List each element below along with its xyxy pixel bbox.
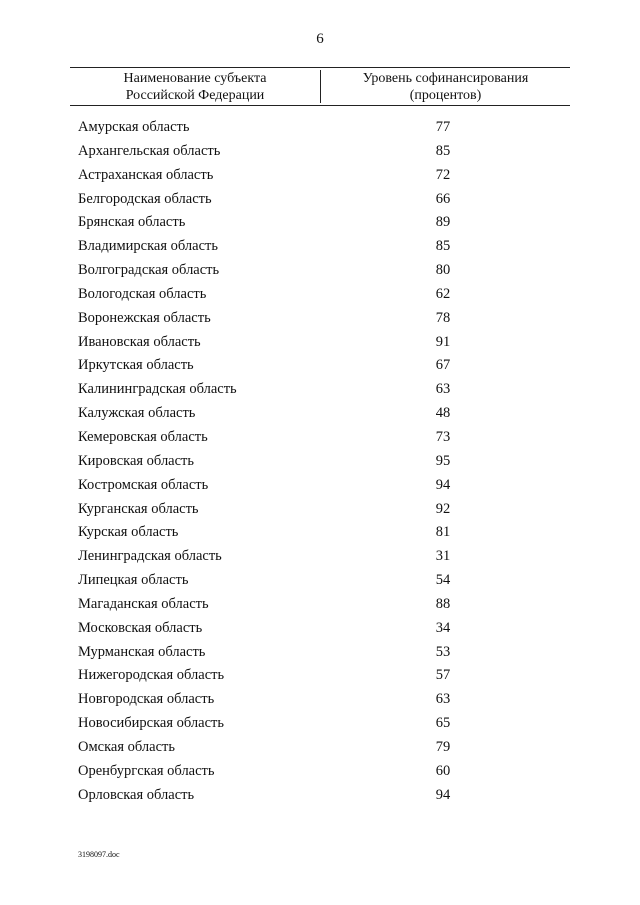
cofinancing-level: 91 — [435, 333, 451, 350]
region-name: Новгородская область — [78, 691, 215, 708]
region-name: Волгоградская область — [78, 262, 220, 279]
table-row — [78, 641, 498, 665]
cofinancing-level: 89 — [435, 214, 451, 231]
cofinancing-level: 62 — [435, 285, 451, 302]
cofinancing-level: 34 — [435, 619, 451, 636]
cofinancing-level: 92 — [435, 500, 451, 517]
table-row — [78, 283, 498, 307]
table-row — [78, 617, 498, 641]
table-row — [78, 354, 498, 378]
table-row — [78, 188, 498, 212]
table-row — [78, 331, 498, 355]
cofinancing-level: 67 — [435, 357, 451, 374]
region-name: Брянская область — [78, 214, 186, 231]
table-row — [78, 688, 498, 712]
cofinancing-level: 72 — [435, 166, 451, 183]
table-row — [78, 402, 498, 426]
document-footer: 3198097.doc — [78, 850, 120, 859]
region-name: Кемеровская область — [78, 428, 208, 445]
cofinancing-level: 80 — [435, 262, 451, 279]
region-name: Курганская область — [78, 500, 199, 517]
cofinancing-level: 95 — [435, 452, 451, 469]
table-row — [78, 593, 498, 617]
table-row — [78, 259, 498, 283]
cofinancing-level: 79 — [435, 738, 451, 755]
region-name: Архангельская область — [78, 142, 221, 159]
region-name: Кировская область — [78, 452, 195, 469]
table-row — [78, 474, 498, 498]
cofinancing-level: 63 — [435, 691, 451, 708]
region-name: Вологодская область — [78, 285, 207, 302]
header-region-column — [70, 68, 320, 105]
table-row — [78, 736, 498, 760]
cofinancing-level: 77 — [435, 119, 451, 135]
region-name: Калужская область — [78, 405, 196, 422]
table-row — [78, 569, 498, 593]
region-name: Новосибирская область — [78, 715, 224, 732]
header-region-line2: Российской Федерации — [125, 87, 265, 103]
header-level-line1: Уровень софинансирования — [362, 70, 529, 86]
page-number: 6 — [316, 31, 324, 47]
table-row — [78, 378, 498, 402]
table-row — [78, 521, 498, 545]
cofinancing-level: 53 — [435, 643, 451, 660]
region-name: Калининградская область — [78, 381, 237, 398]
region-name: Костромская область — [78, 476, 209, 493]
cofinancing-level: 94 — [435, 476, 451, 493]
cofinancing-level: 65 — [435, 715, 451, 732]
region-name: Орловская область — [78, 786, 195, 803]
cofinancing-level: 66 — [435, 190, 451, 207]
region-name: Омская область — [78, 738, 175, 755]
table-header — [70, 67, 570, 106]
region-name: Иркутская область — [78, 357, 194, 374]
cofinancing-level: 81 — [435, 524, 451, 541]
header-region-line1: Наименование субъекта — [123, 70, 267, 86]
table-row — [78, 784, 498, 808]
cofinancing-level: 63 — [435, 381, 451, 398]
region-name: Ленинградская область — [78, 548, 222, 565]
cofinancing-level: 78 — [435, 309, 451, 326]
table-row — [78, 712, 498, 736]
cofinancing-level: 73 — [435, 428, 451, 445]
table-row — [78, 760, 498, 784]
region-name: Владимирская область — [78, 238, 218, 255]
table-row — [78, 498, 498, 522]
cofinancing-level: 88 — [435, 595, 451, 612]
table-row — [78, 307, 498, 331]
region-name: Нижегородская область — [78, 667, 225, 684]
header-level-column — [321, 68, 570, 105]
table-row — [78, 450, 498, 474]
region-name: Курская область — [78, 524, 179, 541]
table-row — [78, 140, 498, 164]
table-row — [78, 545, 498, 569]
table-row — [78, 164, 498, 188]
cofinancing-level: 85 — [435, 142, 451, 159]
region-name: Воронежская область — [78, 309, 211, 326]
region-name: Астраханская область — [78, 166, 214, 183]
region-name: Белгородская область — [78, 190, 212, 207]
region-name: Магаданская область — [78, 595, 209, 612]
cofinancing-level: 94 — [435, 786, 451, 803]
table-body — [78, 116, 498, 807]
header-level-line2: (процентов) — [409, 87, 482, 103]
cofinancing-level: 60 — [435, 762, 451, 779]
cofinancing-level: 31 — [435, 548, 451, 565]
region-name: Ивановская область — [78, 333, 201, 350]
region-name: Московская область — [78, 619, 203, 636]
table-row — [78, 235, 498, 259]
table-row — [78, 211, 498, 235]
cofinancing-level: 57 — [435, 667, 451, 684]
table-row — [78, 426, 498, 450]
region-name: Липецкая область — [78, 572, 189, 589]
cofinancing-level: 48 — [435, 405, 451, 422]
region-name: Оренбургская область — [78, 762, 215, 779]
table-row — [78, 664, 498, 688]
cofinancing-level: 85 — [435, 238, 451, 255]
region-name: Мурманская область — [78, 643, 206, 660]
cofinancing-level: 54 — [435, 572, 451, 589]
region-name: Амурская область — [78, 119, 190, 135]
table-row — [78, 116, 498, 140]
